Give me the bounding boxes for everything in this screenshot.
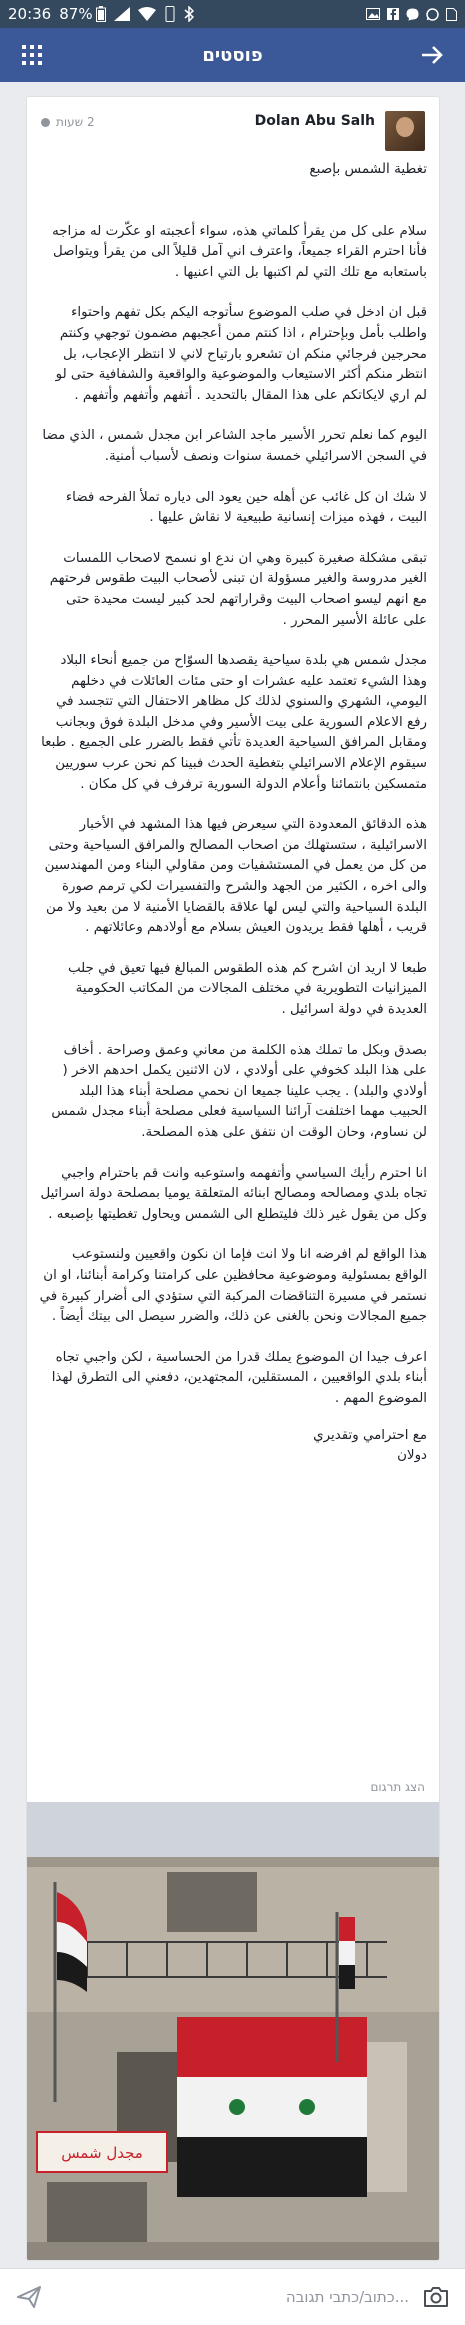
time-ago[interactable]: 2 שעות — [56, 115, 95, 129]
send-arrow-icon[interactable] — [14, 2282, 44, 2312]
messenger-notification-icon — [406, 8, 419, 21]
post-paragraph: بصدق وبكل ما تملك هذه الكلمة من معاني وعمق وصراحة . أخاف على هذا البلد كخوفي على أولادي ، لان الاثنين يكمل احدهم الاخر ( أولادي والبلد) . يجب علينا جميعا ان نحمي مصلحة أبناء هذا البلد الحبيب مهما اختلفت آرائنا السياسية فعلى مصلحة أبناء مجدل شمس لن نساوم، وحان الوقت ان نتفق على هذه المصلحة. — [51, 1042, 427, 1140]
post-body — [39, 159, 427, 1467]
post-paragraph: مجدل شمس هي بلدة سياحية يقصدها السوّاح من جميع أنحاء البلاد وهذا الشيء تعتمد عليه عشرات او حتى مئات العائلات في دخلهم اليومي، الشهري والسنوي لذلك كل مظاهر الاحتفال التي تتجسد في رفع الاعلام السورية على بيت الأسير وفي مدخل البلدة فوق وبجانب ومقابل المرافق السياحية العديدة تأتي فقط بالضرر على الجميع . طبعا سيقوم الإعلام الاسرائيلي بتغطية الحدث فبينا كم نحن عرب سوريين متمسكين بانتمائنا وأعلام الدولة السورية ترفرف في كل مكان . — [41, 653, 427, 792]
signoff — [39, 1426, 427, 1467]
status-left — [8, 5, 194, 23]
post-paragraph: هذا الواقع لم افرضه انا ولا انت فإما ان نكون واقعيين ولنستوعب الواقع بمسئولية وموضوعية محافظين على كرامتنا وكرامة أبنائنا، او ان نستمر في مسيرة التناقضات المركبة التي ستؤدي الى أضرار كبيرة في جميع المجالات ونحن بالغنى عن ذلك، والضرر سيصل الى بيتك أيضاً . — [39, 1247, 427, 1325]
app-bar — [0, 28, 465, 82]
battery-percent: 87% — [59, 5, 93, 23]
show-translation-link[interactable]: הצג תרגום — [370, 1780, 425, 1794]
comment-composer — [0, 2268, 465, 2325]
status-notifications — [366, 8, 457, 21]
post-paragraph: سلام على كل من يقرأ كلماتي هذه، سواء أعجبته او عكّرت له مزاجه فأنا احترم القراء جميعاً، واعترف اني آمل قليلاً الى من يقرأ ويتواصل باستعابه مع تلك التي لم اكتبها بل التي اعنيها . — [52, 223, 427, 280]
author-name[interactable]: Dolan Abu Salh — [254, 113, 375, 129]
post-paragraph: هذه الدقائق المعدودة التي سيعرض فيها هذا المشهد في الأخبار الاسرائيلية ، ستستهلك من اصحاب المصالح والمرافق السياحية وحتى من كل من يعمل في المستشفيات ومن مقاولي البناء ومن المهندسين والى اخره ، الكثير من الجهد والشرح والتفسيرات لكي ترمم صورة البلدة السياحية والتي ليس لها علاقة بالقضايا الأمنية لا من بعيد ولا من قريب ، أهلها فقط يريدون العيش بسلام مع أولادهم وعائلاتهم . — [44, 817, 427, 936]
wifi-icon — [138, 7, 156, 21]
shop-sign — [37, 2132, 167, 2172]
post-meta — [41, 115, 95, 129]
post-paragraph: اليوم كما نعلم تحرر الأسير ماجد الشاعر ابن مجدل شمس ، الذي مضا في السجن الاسرائيلي خمسة سنوات ونصف لأسباب أمنية. — [42, 428, 427, 464]
vibrate-icon — [164, 6, 176, 22]
page-title: פוסטים — [202, 44, 263, 66]
author-avatar[interactable] — [385, 111, 425, 151]
battery-icon — [96, 6, 106, 22]
whatsapp-notification-icon — [426, 8, 439, 21]
bluetooth-icon — [184, 6, 194, 22]
syrian-flag-right — [339, 1917, 355, 1989]
post-paragraph: طبعا لا اريد ان اشرح كم هذه الطقوس المبالغ فيها تعيق في جلب الميزانيات التطويرية في مختلف المجالات من المكاتب الحكومية العديدة في دولة اسرائيل . — [67, 960, 427, 1017]
post-paragraph: اعرف جيدا ان الموضوع يملك قدرا من الحساسية ، لكن واجبي تجاه أبناء بلدي الواقعيين ، المستقلين، المجتهدين، دفعني الى التطرق لهذا الموضوع المهم . — [51, 1349, 427, 1406]
grid-menu-icon[interactable] — [14, 37, 50, 73]
sim-notification-icon — [446, 8, 457, 21]
building-with-flags-photo — [27, 1802, 440, 2261]
post-photo[interactable] — [27, 1802, 440, 2261]
post-paragraph: تبقى مشكلة صغيرة كبيرة وهي ان ندع او نسمح لاصحاب اللمسات الغير مدروسة والغير مسؤولة ان تبنى لأصحاب البيت طقوس فرحتهم مع انهم ليسو اصحاب البيت وقراراتهم لحد كبير ليست محيدة حتى على عائلة الأسير المحرر . — [49, 550, 427, 628]
back-arrow-icon[interactable] — [415, 37, 451, 73]
post-header — [41, 111, 425, 161]
signoff-name: دولان — [397, 1448, 427, 1464]
battery-indicator — [59, 5, 105, 23]
status-bar — [0, 0, 465, 28]
signoff-line: مع احترامي وتقديري — [313, 1427, 427, 1443]
post-paragraph: قبل ان ادخل في صلب الموضوع سأتوجه اليكم بكل تفهم واحتواء واطلب بأمل وبإحترام ، اذا كنتم ممن أعجبهم مضمون توجهي وكنتم محرجين فرجائي منكم ان تشعرو بارتياح لاني لا انتظر الإعجاب، بل انتظر منكم أكثر الاستيعاب والموضوعية والواقعية والشفافية حتى لو لم اري لايكاتكم على هذا المقال بالتحديد . أتفهم وأتفهم وأتفهم . — [55, 305, 427, 403]
globe-icon — [41, 118, 50, 127]
facebook-notification-icon — [387, 8, 399, 20]
comment-input[interactable]: כתוב/כתבי תגובה... — [285, 2288, 409, 2306]
post-paragraph: انا احترم رأيك السياسي وأتفهمه واستوعبه وانت قم باحترام واجبي تجاه بلدي ومصالحه ومصالح ابنائه المتعلقة يوميا بمصلحة دولة اسرائيل وكل من يقول غير ذلك فليتطلع الى الشمس ويحاول تغطيتها بإصبعه . — [40, 1165, 427, 1222]
post-heading: تغطية الشمس بإصبع — [309, 161, 427, 177]
shop-sign-text: مجدل شمس — [61, 2144, 143, 2162]
signal-icon — [114, 7, 130, 21]
post-paragraph: لا شك ان كل غائب عن أهله حين يعود الى دياره تملأ الفرحه فضاء البيت ، فهذه ميزات إنسانية طبيعية لا نقاش عليها . — [65, 489, 427, 526]
post-card — [26, 96, 440, 2261]
camera-icon[interactable] — [421, 2282, 451, 2312]
clock: 20:36 — [8, 5, 52, 23]
photo-notification-icon — [366, 8, 380, 20]
